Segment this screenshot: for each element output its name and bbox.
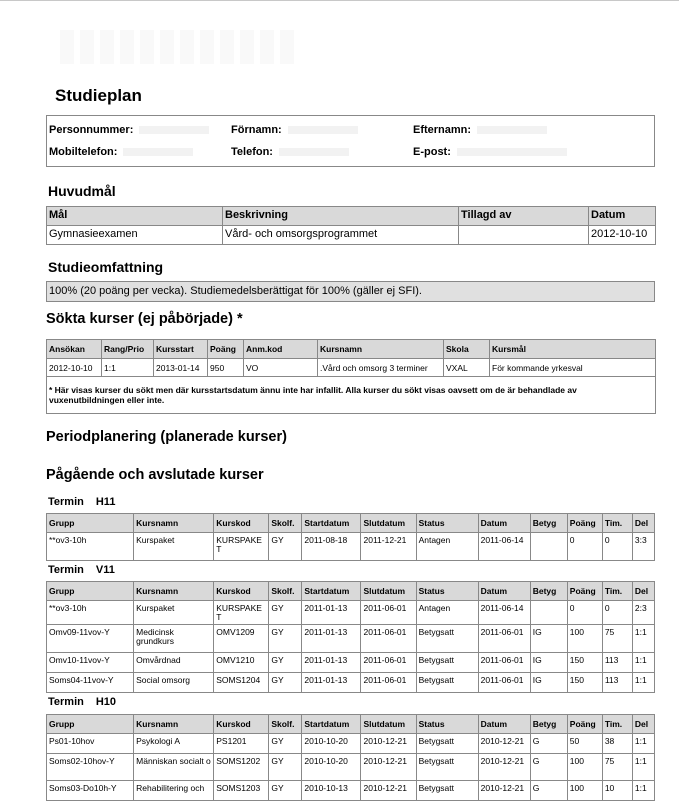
table-cell: GY [269,673,302,693]
table-cell: Betygsatt [416,734,478,754]
column-header: Mål [47,207,223,226]
column-header: Skolf. [269,715,302,734]
column-header: Poäng [567,715,602,734]
column-header: Poäng [567,514,602,533]
table-cell: 113 [602,653,632,673]
table-cell: Soms02-10hov-Y [47,754,134,781]
table-row [47,673,655,693]
pagaende-heading: Pågående och avslutade kurser [46,467,264,483]
table-cell: Kurspaket [134,533,214,561]
page-title: Studieplan [55,86,142,105]
column-header: Kursmål [490,340,656,359]
column-header: Kurskod [214,582,269,601]
column-header: Skolf. [269,582,302,601]
table-cell: SOMS1202 [214,754,269,781]
table-cell: 2011-12-21 [361,533,416,561]
table-cell: OMV1210 [214,653,269,673]
table-cell: 3:3 [632,533,654,561]
table-row [47,226,656,245]
studieomfattning-text: 100% (20 poäng per vecka). Studiemedelsberättigat för 100% (gäller ej SFI). [46,281,655,302]
column-header: Kursnamn [318,340,444,359]
table-cell: Kurspaket [134,601,214,625]
studieomfattning-heading: Studieomfattning [48,259,164,275]
column-header: Betyg [530,514,567,533]
column-header: Skola [444,340,490,359]
table-cell: Omv10-11vov-Y [47,653,134,673]
table-cell: 2011-06-01 [361,673,416,693]
column-header: Betyg [530,582,567,601]
table-cell: För kommande yrkesval [490,359,656,377]
column-header: Grupp [47,715,134,734]
table-cell: G [530,734,567,754]
column-header: Status [416,582,478,601]
column-header: Betyg [530,715,567,734]
table-cell: SOMS1204 [214,673,269,693]
column-header: Status [416,715,478,734]
column-header: Anm.kod [244,340,318,359]
table-cell: 2010-10-13 [302,781,361,801]
table-header-row [47,207,656,226]
table-row [47,625,655,653]
table-cell: VXAL [444,359,490,377]
table-cell: Psykologi A [134,734,214,754]
table-cell: Vård- och omsorgsprogrammet [223,226,459,245]
table-cell: 1:1 [632,673,654,693]
table-cell: 2013-01-14 [154,359,208,377]
column-header: Slutdatum [361,514,416,533]
column-header: Kursstart [154,340,208,359]
column-header: Del [632,582,654,601]
table-cell: 2011-01-13 [302,653,361,673]
course-table-h11 [46,513,655,561]
table-cell: 1:1 [102,359,154,377]
table-cell: 2011-06-14 [478,601,530,625]
table-cell: 2011-06-01 [361,653,416,673]
table-cell: SOMS1203 [214,781,269,801]
table-cell: 2011-08-18 [302,533,361,561]
table-cell: 113 [602,673,632,693]
huvudmal-table [46,206,656,245]
table-cell: GY [269,533,302,561]
table-cell: GY [269,653,302,673]
term-heading-h10: Termin H10 [48,696,117,708]
table-cell: 2011-06-01 [478,625,530,653]
table-cell: 2011-06-01 [361,601,416,625]
table-cell: 0 [567,533,602,561]
table-cell: G [530,781,567,801]
table-row [47,781,655,801]
table-note-row [47,377,656,414]
table-row [47,653,655,673]
table-cell: 2011-06-14 [478,533,530,561]
column-header: Skolf. [269,514,302,533]
table-cell: GY [269,734,302,754]
table-header-row [47,514,655,533]
column-header: Tim. [602,582,632,601]
table-header-row [47,340,656,359]
table-cell: Betygsatt [416,673,478,693]
table-cell: 2011-01-13 [302,625,361,653]
table-cell: 75 [602,754,632,781]
table-cell: 150 [567,653,602,673]
top-border [0,0,679,1]
table-cell: PS1201 [214,734,269,754]
telefon-label: Telefon: [231,146,349,158]
person-info-box [46,115,655,167]
table-cell: 100 [567,781,602,801]
table-cell: Soms04-11vov-Y [47,673,134,693]
mobiltelefon-label: Mobiltelefon: [49,146,193,158]
table-cell: IG [530,673,567,693]
column-header: Rang/Prio [102,340,154,359]
table-cell: Ps01-10hov [47,734,134,754]
table-cell: Människan socialt o [134,754,214,781]
table-cell: 2011-06-01 [478,653,530,673]
epost-label: E-post: [413,146,567,158]
table-cell: 2010-12-21 [361,754,416,781]
table-cell: Omv09-11vov-Y [47,625,134,653]
fornamn-label: Förnamn: [231,124,358,136]
table-cell: Antagen [416,601,478,625]
table-header-row [47,582,655,601]
table-cell: 100 [567,625,602,653]
table-cell: Betygsatt [416,653,478,673]
table-cell: 1:1 [632,781,654,801]
personnummer-label: Personnummer: [49,124,209,136]
column-header: Slutdatum [361,715,416,734]
table-cell: GY [269,625,302,653]
table-cell: 2011-06-01 [478,673,530,693]
column-header: Beskrivning [223,207,459,226]
column-header: Datum [478,715,530,734]
huvudmal-heading: Huvudmål [48,183,116,199]
table-cell: 38 [602,734,632,754]
table-cell: .Vård och omsorg 3 terminer [318,359,444,377]
table-cell: Betygsatt [416,781,478,801]
table-cell: KURSPAKET [214,533,269,561]
column-header: Datum [478,582,530,601]
table-cell: GY [269,754,302,781]
column-header: Startdatum [302,715,361,734]
column-header: Datum [478,514,530,533]
table-cell: Gymnasieexamen [47,226,223,245]
table-cell: 150 [567,673,602,693]
table-cell: IG [530,625,567,653]
table-cell [530,533,567,561]
table-cell: 2:3 [632,601,654,625]
table-cell: 2010-12-21 [361,734,416,754]
table-row [47,601,655,625]
column-header: Startdatum [302,514,361,533]
table-cell: 0 [602,533,632,561]
table-cell: OMV1209 [214,625,269,653]
table-cell: Omvårdnad [134,653,214,673]
table-cell: 2011-01-13 [302,601,361,625]
column-header: Kursnamn [134,514,214,533]
table-cell: Rehabilitering och [134,781,214,801]
table-cell: Social omsorg [134,673,214,693]
table-cell: KURSPAKET [214,601,269,625]
efternamn-label: Efternamn: [413,124,547,136]
table-cell: 1:1 [632,653,654,673]
term-heading-h11: Termin H11 [48,496,116,508]
periodplanering-heading: Periodplanering (planerade kurser) [46,429,287,445]
table-row [47,734,655,754]
table-cell: Antagen [416,533,478,561]
table-cell: 1:1 [632,625,654,653]
column-header: Poäng [208,340,244,359]
column-header: Del [632,715,654,734]
table-cell: VO [244,359,318,377]
column-header: Poäng [567,582,602,601]
column-header: Grupp [47,582,134,601]
table-cell: 950 [208,359,244,377]
course-table-h10 [46,714,655,801]
table-cell: GY [269,781,302,801]
table-row [47,533,655,561]
table-row [47,754,655,781]
column-header: Tim. [602,715,632,734]
table-cell: G [530,754,567,781]
sokta-kurser-table [46,339,656,414]
table-cell: 10 [602,781,632,801]
column-header: Kurskod [214,514,269,533]
table-cell: GY [269,601,302,625]
sokta-kurser-heading: Sökta kurser (ej påbörjade) * [46,311,243,327]
table-cell: 2010-12-21 [478,781,530,801]
column-header: Tillagd av [459,207,589,226]
table-cell: **ov3-10h [47,601,134,625]
table-cell: 2012-10-10 [47,359,102,377]
table-cell: 2011-01-13 [302,673,361,693]
table-cell: 2010-10-20 [302,754,361,781]
table-cell [459,226,589,245]
table-header-row [47,715,655,734]
column-header: Kurskod [214,715,269,734]
table-cell: 75 [602,625,632,653]
table-cell: 2011-06-01 [361,625,416,653]
column-header: Startdatum [302,582,361,601]
table-cell: 0 [567,601,602,625]
column-header: Datum [589,207,656,226]
column-header: Ansökan [47,340,102,359]
column-header: Status [416,514,478,533]
table-cell: 0 [602,601,632,625]
faded-logo [60,30,300,64]
table-cell: 2012-10-10 [589,226,656,245]
table-cell: Betygsatt [416,625,478,653]
table-cell: 2010-12-21 [478,734,530,754]
table-cell: Betygsatt [416,754,478,781]
table-cell: **ov3-10h [47,533,134,561]
column-header: Del [632,514,654,533]
table-cell: 50 [567,734,602,754]
table-cell: IG [530,653,567,673]
column-header: Grupp [47,514,134,533]
term-heading-v11: Termin V11 [48,564,115,576]
table-cell: Medicinsk grundkurs [134,625,214,653]
table-cell: 2010-12-21 [361,781,416,801]
table-cell: 2010-10-20 [302,734,361,754]
table-row [47,359,656,377]
table-cell: 1:1 [632,754,654,781]
column-header: Slutdatum [361,582,416,601]
table-cell: Soms03-Do10h-Y [47,781,134,801]
column-header: Tim. [602,514,632,533]
sokta-kurser-note: * Här visas kurser du sökt men där kursstartsdatum ännu inte har infallit. Alla kurser du sökt visas oavsett om de är behandlade av vuxenutbildningen eller inte. [47,377,656,414]
table-cell [530,601,567,625]
table-cell: 1:1 [632,734,654,754]
table-cell: 100 [567,754,602,781]
course-table-v11 [46,581,655,693]
column-header: Kursnamn [134,582,214,601]
table-cell: 2010-12-21 [478,754,530,781]
column-header: Kursnamn [134,715,214,734]
